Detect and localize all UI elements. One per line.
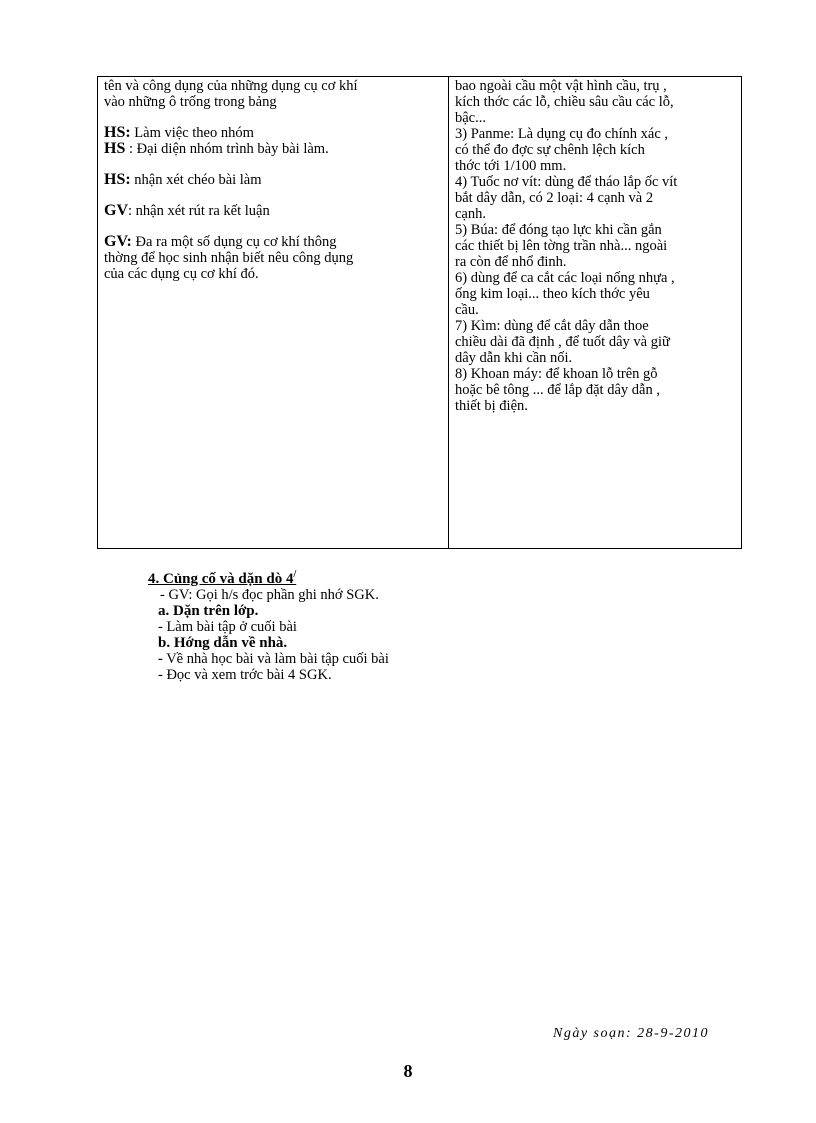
content-line: 7) Kìm: dùng để cắt dây dẫn thoe (455, 318, 649, 334)
content-line: bậc... (455, 110, 486, 126)
subheading-in-class: a. Dặn trên lớp. (158, 603, 259, 619)
instruction-line (148, 651, 389, 667)
role-label: GV (104, 202, 128, 219)
content-line: hoặc bê tông ... để lắp đặt dây dẫn , (455, 382, 660, 398)
role-label: HS (104, 140, 126, 157)
content-line: 5) Búa: để đóng tạo lực khi cần gắn (455, 222, 662, 238)
activity-text: : Đại diện nhóm trình bày bài làm. (125, 141, 329, 157)
instruction-line: - GV: Gọi h/s đọc phần ghi nhớ SGK. (160, 587, 379, 603)
section-heading (148, 567, 389, 587)
teacher-student-activity-column (98, 77, 449, 548)
preparation-date: Ngày soạn: 28-9-2010 (553, 1026, 709, 1041)
activity-text: Làm việc theo nhóm (130, 125, 254, 141)
activity-entry (104, 125, 442, 141)
instruction-text: Về nhà học bài và làm bài tập cuối bài (162, 651, 389, 667)
left-line: vào những ô trống trong bảng (104, 94, 277, 110)
instruction-line: - Đọc và xem trớc bài 4 SGK. (158, 667, 332, 683)
activity-entry (104, 234, 442, 250)
content-line: ống kim loại... theo kích thớc yêu (455, 286, 650, 302)
content-line: 3) Panme: Là dụng cụ đo chính xác , (455, 126, 669, 142)
instruction-line: - Làm bài tập ở cuối bài (158, 619, 297, 635)
content-line: 8) Khoan máy: để khoan lỗ trên gỗ (455, 366, 658, 382)
content-line: bắt dây dẫn, có 2 loại: 4 cạnh và 2 (455, 190, 654, 206)
activity-text: : nhận xét rút ra kết luận (128, 203, 270, 219)
content-line: thiết bị điện. (455, 398, 528, 414)
role-label: HS: (104, 171, 131, 188)
left-line: thờng để học sinh nhận biết nêu công dụng (104, 250, 354, 266)
activity-entry (104, 172, 442, 188)
lesson-table (97, 76, 742, 549)
activity-entry (104, 203, 442, 219)
content-line: ra còn để nhổ đinh. (455, 254, 567, 270)
content-line: cạnh. (455, 206, 486, 222)
activity-text: Đa ra một số dụng cụ cơ khí thông (131, 234, 337, 250)
subheading-homework: b. Hớng dẫn về nhà. (158, 635, 288, 651)
content-line: dây dẫn khi cần nối. (455, 350, 573, 366)
role-label: GV: (104, 233, 132, 250)
consolidation-section (148, 567, 389, 683)
content-line: thớc tới 1/100 mm. (455, 158, 567, 174)
bullet-dash: - (158, 651, 163, 667)
content-line: cầu. (455, 302, 479, 318)
section-heading-text: 4. Củng cố và dặn dò 4 (148, 571, 294, 587)
activity-entry (104, 141, 442, 157)
content-line: 6) dùng để ca cắt các loại nống nhựa , (455, 270, 675, 286)
left-line: của các dụng cụ cơ khí đó. (104, 266, 259, 282)
content-line: có thể đo đợc sự chênh lệch kích (455, 142, 645, 158)
section-heading-mark: / (293, 569, 297, 580)
page-number: 8 (403, 1061, 413, 1081)
left-line: tên và công dụng của những dụng cụ cơ khí (104, 78, 358, 94)
content-line: các thiết bị lên tờng trần nhà... ngoài (455, 238, 668, 254)
role-label: HS: (104, 124, 131, 141)
content-line: bao ngoài cầu một vật hình cầu, trụ , (455, 78, 667, 94)
content-column (449, 77, 741, 548)
content-line: kích thớc các lỗ, chiều sâu cầu các lỗ, (455, 94, 674, 110)
content-line: chiều dài đã định , để tuốt dây và giữ (455, 334, 670, 350)
content-line: 4) Tuốc nơ vít: dùng để tháo lắp ốc vít (455, 174, 678, 190)
activity-text: nhận xét chéo bài làm (130, 172, 262, 188)
